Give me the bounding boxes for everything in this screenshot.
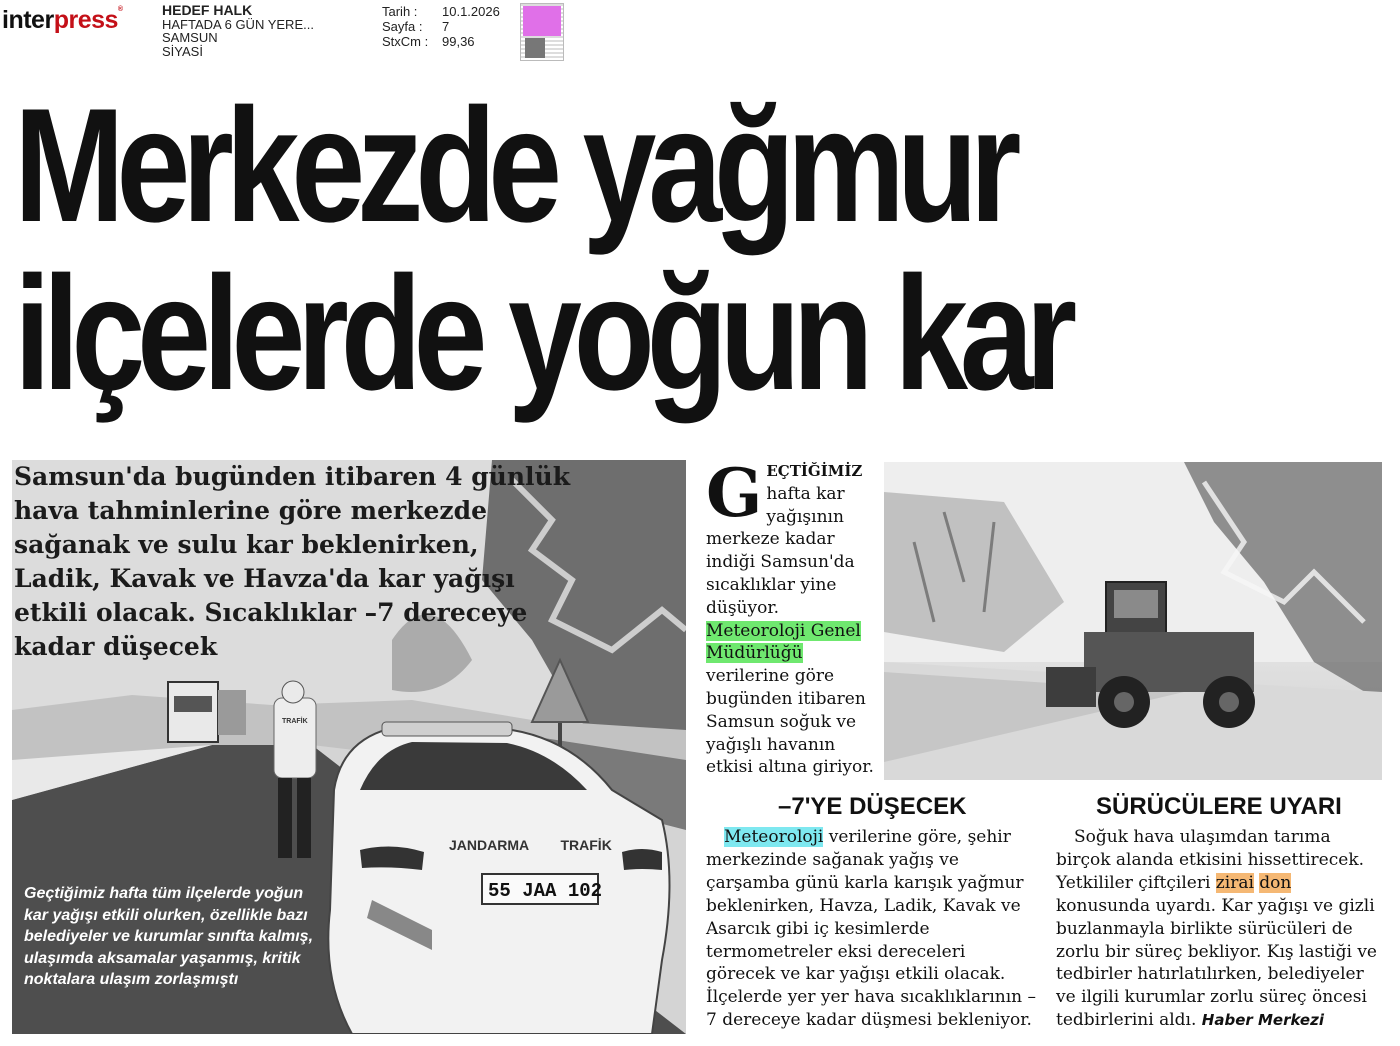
size-row xyxy=(382,34,500,49)
section1-highlight-meteorology: Meteoroloji xyxy=(724,827,824,847)
interpress-logo xyxy=(2,6,123,35)
headline-line-2: ilçelerde yoğun kar xyxy=(14,243,1070,424)
date-label: Tarih : xyxy=(382,4,418,19)
intro-text-a: hafta kar yağışının merkeze kadar indiği Samsun'da sıcaklıklar yine düşüyor. xyxy=(706,483,855,618)
publication-city: SAMSUN xyxy=(162,30,218,45)
size-label: StxCm : xyxy=(382,34,429,49)
publication-info xyxy=(162,4,314,58)
car-brand-text: JANDARMA xyxy=(449,837,529,853)
section2-text-b: konusunda uyardı. Kar yağışı ve gizli buzlanmayla birlikte sürücüleri de zorlu bir süreç bekliyor. Kış lastiği ve tedbirler hatırlatılırken, belediyeler ve ilgili kurumlar zorlu süreç öncesi tedbirlerini aldı. xyxy=(1056,895,1377,1031)
drop-cap: G xyxy=(706,454,763,532)
logo-registered-mark: ® xyxy=(117,6,123,13)
car-brand-label xyxy=(449,837,612,853)
date-value: 10.1.2026 xyxy=(442,4,500,19)
intro-highlight-meteorology: Meteoroloji Genel Müdürlüğü xyxy=(706,620,861,664)
publication-frequency: HAFTADA 6 GÜN YERE... xyxy=(162,16,314,32)
thumbnail-highlight xyxy=(523,6,561,36)
vest-label: TRAFİK xyxy=(282,718,308,725)
photo-snow-plow xyxy=(884,462,1382,780)
section-body-minus-seven xyxy=(706,826,1036,1032)
page-thumbnail[interactable] xyxy=(520,3,564,61)
section-title-minus-seven: –7'YE DÜŞECEK xyxy=(778,793,967,820)
clipping-meta xyxy=(382,4,500,49)
intro-first-word: EÇTİĞİMİZ xyxy=(766,462,863,480)
logo-text-press: press xyxy=(53,6,118,34)
logo-text-inter: inter xyxy=(2,6,54,34)
section2-highlight-don: don xyxy=(1259,872,1292,893)
article-lead: Samsun'da bugünden itibaren 4 günlük hava tahminlerine göre merkezde sağanak ve sulu kar beklenirken, Ladik, Kavak ve Havza'da kar yağışı etkili olacak. Sıcaklıklar –7 dereceye kadar düşecek xyxy=(14,462,571,661)
section1-text: verilerine göre, şehir merkezinde sağanak yağış ve çarşamba günü karla karışık yağmur beklenirken, Havza, Ladik, Kavak ve Asarcık gibi iç kesimlerde termometreler eksi dereceleri görecek ve kar yağışı etkili olacak. İlçelerde yer yer hava sıcaklıklarının –7 dereceye kadar düşmesi bekleniyor. xyxy=(706,827,1036,1031)
thumbnail-image-block xyxy=(525,38,545,58)
section-title-driver-warning: SÜRÜCÜLERE UYARI xyxy=(1096,793,1342,820)
page-label: Sayfa : xyxy=(382,19,423,34)
license-plate: 55 JAA 102 xyxy=(488,880,603,902)
article-intro xyxy=(706,454,876,779)
publication-name: HEDEF HALK xyxy=(162,2,253,18)
headline xyxy=(14,75,1146,424)
car-unit-text: TRAFİK xyxy=(560,837,612,853)
section-body-driver-warning xyxy=(1056,826,1382,1032)
byline: Haber Merkezi xyxy=(1201,1011,1324,1030)
intro-text-b: verilerine göre bugünden itibaren Samsun soğuk ve yağışlı havanın etkisi altına giriyor. xyxy=(706,666,874,778)
page-value: 7 xyxy=(442,19,450,34)
section2-highlight-zirai: zirai xyxy=(1215,872,1254,893)
size-value: 99,36 xyxy=(442,34,475,49)
section2-text-a: Soğuk hava ulaşımdan tarıma birçok alanda etkisini hissettirecek. Yetkililer çiftçileri xyxy=(1056,827,1365,893)
headline-line-1: Merkezde yağmur xyxy=(14,75,1014,256)
page-row xyxy=(382,19,500,34)
publication-category: SİYASİ xyxy=(162,43,203,59)
photo-caption: Geçtiğimiz hafta tüm ilçelerde yoğun kar yağışı etkili olurken, özellikle bazı belediyeler ve kurumlar sınıfta kalmış, ulaşımda aksamalar yaşanmış, kritik noktalara ulaşım zorlaşmıştı xyxy=(24,885,314,988)
date-row xyxy=(382,4,500,19)
snow-plow-illustration xyxy=(884,462,1382,780)
